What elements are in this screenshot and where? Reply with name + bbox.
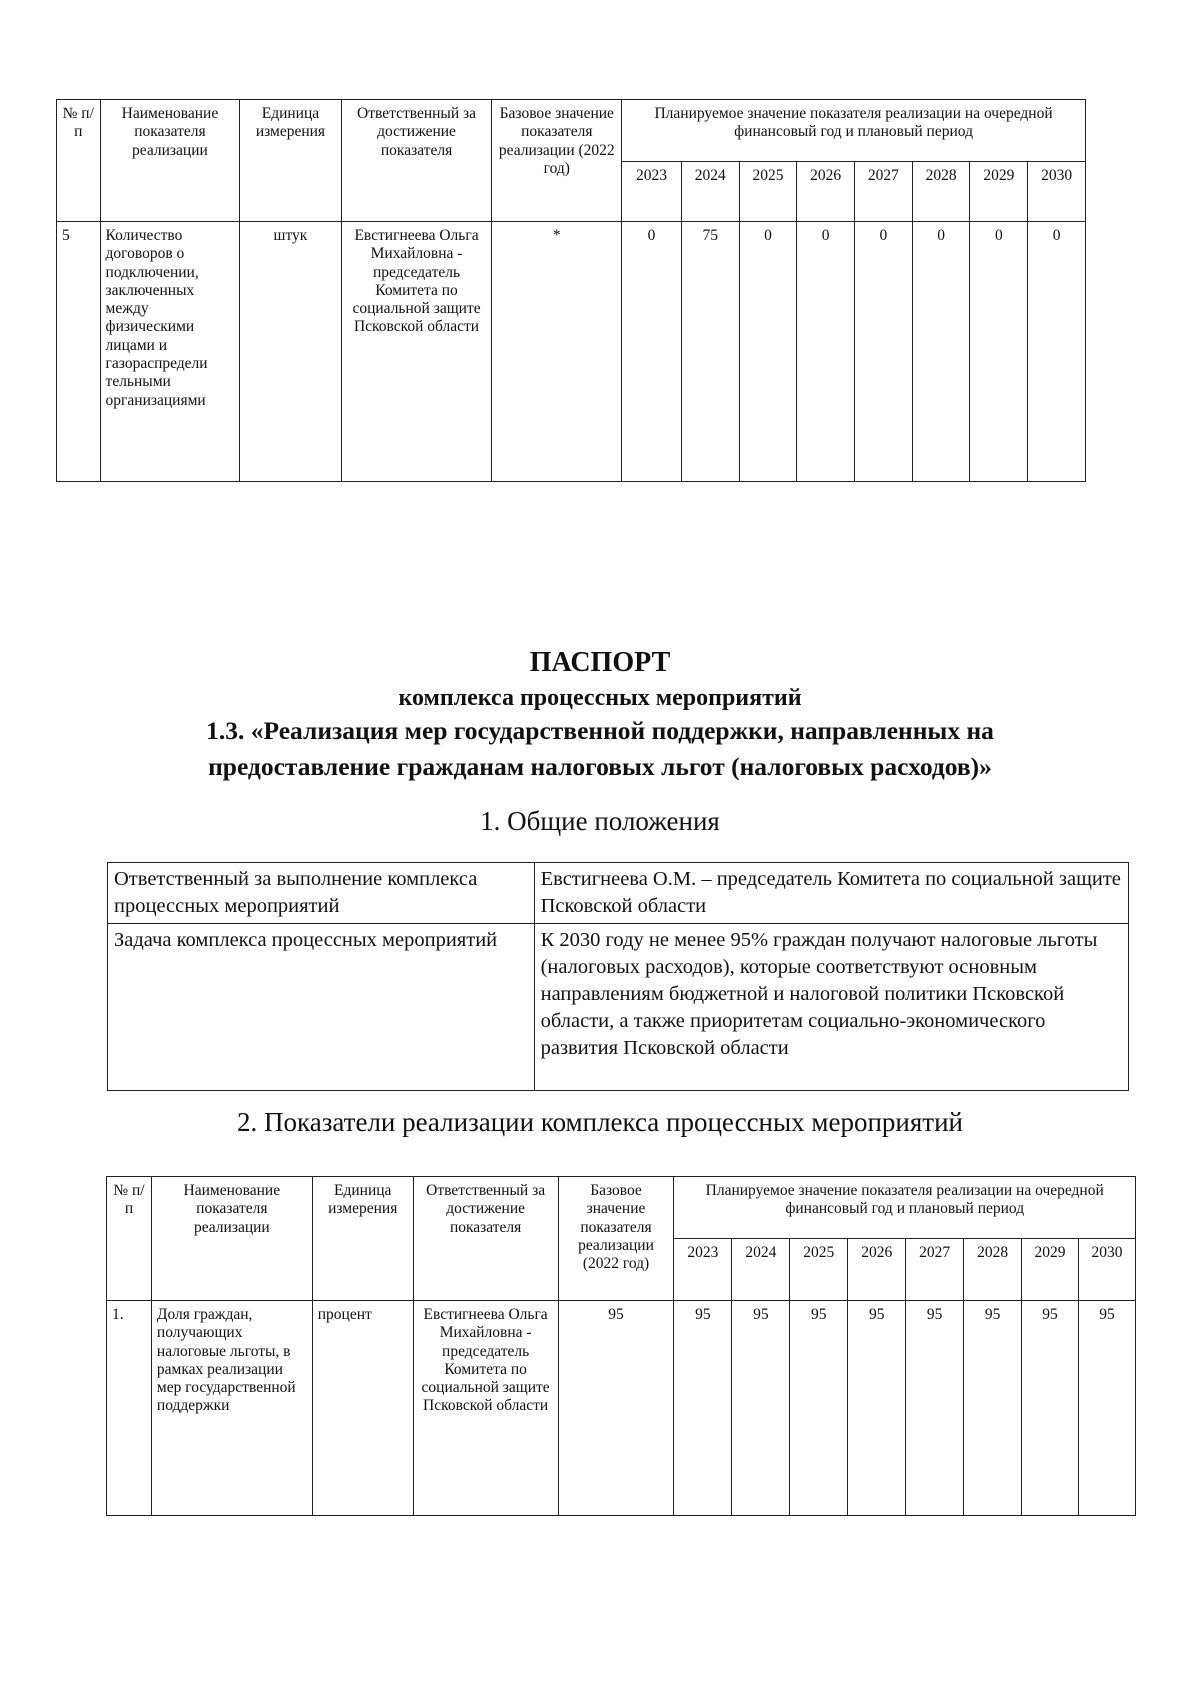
row-unit: процент	[312, 1301, 413, 1516]
row-name: Количество договоров о подключении, заключенных между физическими лицами и газораспредели тельными организациями	[100, 222, 240, 482]
row-value: 95	[1079, 1301, 1136, 1516]
row-value: 95	[906, 1301, 964, 1516]
row-resp: Евстигнеева Ольга Михайловна - председатель Комитета по социальной защите Псковской области	[341, 222, 492, 482]
year-header: 2030	[1079, 1239, 1136, 1301]
indicator-table-top	[56, 99, 1086, 482]
passport-name-line1: 1.3. «Реализация мер государственной поддержки, направленных на	[206, 716, 994, 745]
responsible-label: Ответственный за выполнение комплекса процессных мероприятий	[108, 863, 535, 924]
row-num: 1.	[107, 1301, 152, 1516]
passport-subtitle: комплекса процессных мероприятий	[398, 685, 802, 711]
indicator-table-bottom	[106, 1176, 1136, 1516]
row-value: 95	[848, 1301, 906, 1516]
table-row	[57, 222, 1086, 482]
row-name: Доля граждан, получающих налоговые льготы, в рамках реализации мер государственной поддержки	[151, 1301, 312, 1516]
col-planned-header: Планируемое значение показателя реализации на очередной финансовый год и плановый период	[622, 100, 1086, 162]
row-resp: Евстигнеева Ольга Михайловна - председатель Комитета по социальной защите Псковской области	[413, 1301, 558, 1516]
row-base: *	[492, 222, 622, 482]
section1-heading: 1. Общие положения	[480, 806, 720, 836]
col-num-header: № п/п	[57, 100, 101, 222]
year-header: 2029	[1022, 1239, 1079, 1301]
responsible-value: Евстигнеева О.М. – председатель Комитета по социальной защите Псковской области	[534, 863, 1128, 924]
year-header: 2025	[790, 1239, 848, 1301]
row-value: 0	[970, 222, 1028, 482]
year-header: 2029	[970, 162, 1028, 222]
row-value: 0	[622, 222, 682, 482]
year-header: 2026	[848, 1239, 906, 1301]
year-header: 2025	[739, 162, 797, 222]
col-name-header: Наименование показателя реализации	[151, 1177, 312, 1301]
year-header: 2030	[1028, 162, 1086, 222]
row-value: 95	[1022, 1301, 1079, 1516]
year-header: 2027	[906, 1239, 964, 1301]
year-header: 2028	[964, 1239, 1022, 1301]
passport-title: ПАСПОРТ	[529, 647, 671, 678]
row-base: 95	[558, 1301, 674, 1516]
col-unit-header: Единица измерения	[240, 100, 341, 222]
year-header: 2023	[674, 1239, 732, 1301]
row-value: 0	[1028, 222, 1086, 482]
year-header: 2028	[912, 162, 970, 222]
row-value: 0	[855, 222, 913, 482]
col-num-header: № п/п	[107, 1177, 152, 1301]
row-num: 5	[57, 222, 101, 482]
general-provisions-table	[107, 862, 1129, 1091]
row-value: 95	[674, 1301, 732, 1516]
passport-name-line2: предоставление гражданам налоговых льгот (налоговых расходов)»	[208, 752, 992, 781]
row-value: 0	[739, 222, 797, 482]
year-header: 2023	[622, 162, 682, 222]
task-label: Задача комплекса процессных мероприятий	[108, 924, 535, 1091]
table-row	[107, 1301, 1136, 1516]
year-header: 2027	[855, 162, 913, 222]
row-value: 95	[790, 1301, 848, 1516]
row-value: 0	[912, 222, 970, 482]
section2-heading: 2. Показатели реализации комплекса процессных мероприятий	[237, 1107, 963, 1137]
col-base-header: Базовое значение показателя реализации (2022 год)	[558, 1177, 674, 1301]
col-planned-header: Планируемое значение показателя реализации на очередной финансовый год и плановый период	[674, 1177, 1136, 1239]
col-base-header: Базовое значение показателя реализации (2022 год)	[492, 100, 622, 222]
year-header: 2026	[797, 162, 855, 222]
col-resp-header: Ответственный за достижение показателя	[341, 100, 492, 222]
row-value: 75	[681, 222, 739, 482]
col-unit-header: Единица измерения	[312, 1177, 413, 1301]
row-value: 0	[797, 222, 855, 482]
year-header: 2024	[732, 1239, 790, 1301]
task-value: К 2030 году не менее 95% граждан получают налоговые льготы (налоговых расходов), которые соответствуют основным направлениям бюджетной и налоговой политики Псковской области, а также приоритетам социально-экономического развития Псковской области	[534, 924, 1128, 1091]
col-resp-header: Ответственный за достижение показателя	[413, 1177, 558, 1301]
row-unit: штук	[240, 222, 341, 482]
col-name-header: Наименование показателя реализации	[100, 100, 240, 222]
row-value: 95	[732, 1301, 790, 1516]
year-header: 2024	[681, 162, 739, 222]
row-value: 95	[964, 1301, 1022, 1516]
